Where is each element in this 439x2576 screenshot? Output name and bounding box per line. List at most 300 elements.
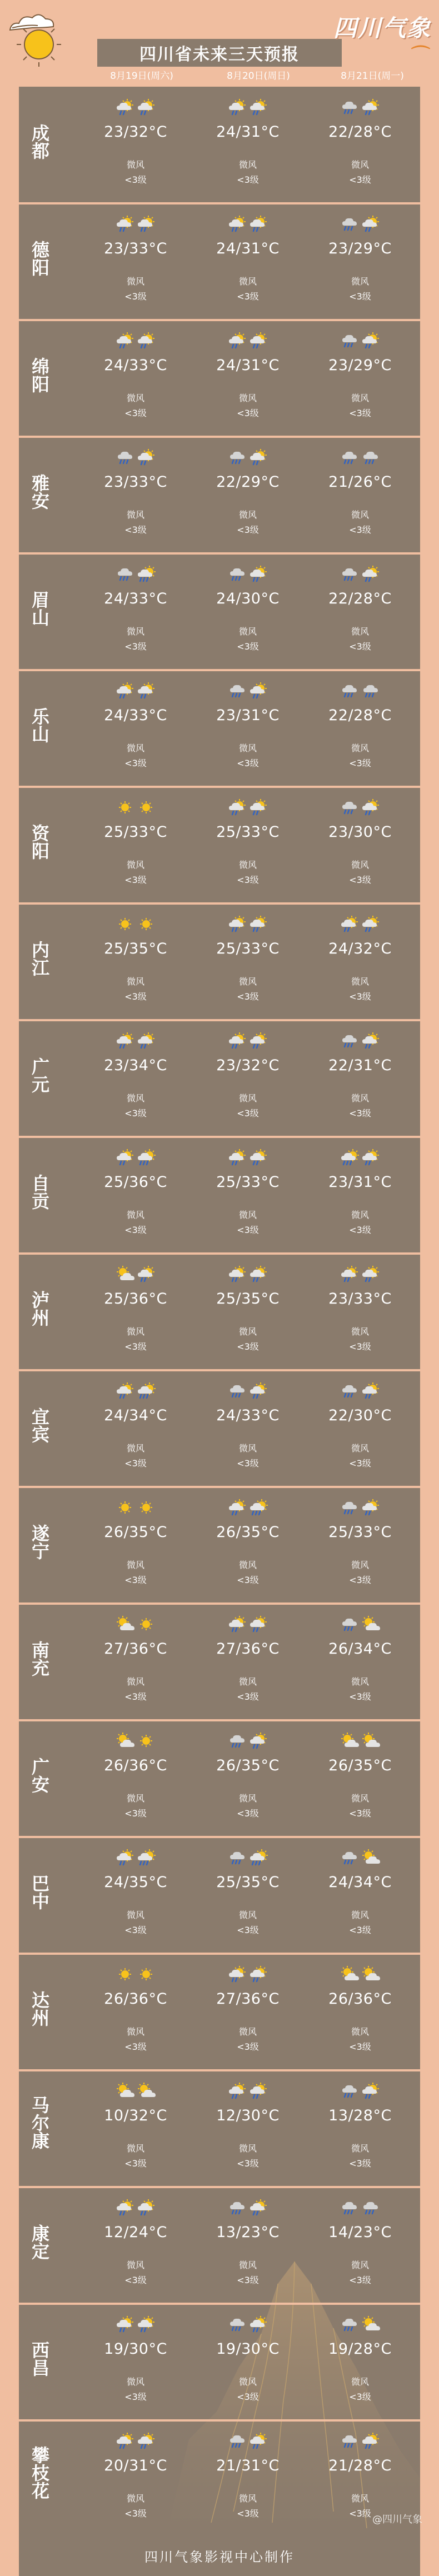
cloud-heavy-rain-icon — [137, 1849, 156, 1866]
wind-level: <3级 — [349, 525, 371, 535]
cloud-rain-icon — [340, 1382, 359, 1399]
weather-icons — [116, 682, 156, 699]
forecast-panel — [19, 87, 420, 2537]
partly-cloudy-icon — [116, 1616, 134, 1633]
cloud-rain-icon — [228, 449, 247, 466]
wind-description: 微风 — [351, 976, 369, 987]
temperature: 26/35°C — [216, 1524, 280, 1541]
cloud-rain-icon — [361, 682, 380, 699]
cloud-heavy-rain-icon — [137, 1149, 156, 1166]
cloud-rain-icon — [340, 566, 359, 582]
day-forecast — [310, 2304, 410, 2422]
weather-icons — [228, 2316, 268, 2333]
partly-cloudy-rain-icon — [361, 216, 380, 232]
day-forecast — [310, 1254, 410, 1371]
date-day-1: 8月19日(周六) — [110, 71, 173, 82]
weather-icons — [228, 1032, 268, 1049]
day-forecast — [198, 2070, 298, 2188]
day-forecast — [86, 1254, 186, 1371]
day-forecast — [86, 2070, 186, 2188]
weather-icons — [228, 682, 268, 699]
weather-icons — [116, 1733, 156, 1749]
wind-level: <3级 — [237, 1575, 259, 1585]
day-forecast — [198, 1604, 298, 1721]
partly-cloudy-rain-icon — [228, 1966, 247, 1983]
weather-icons — [340, 566, 380, 582]
date-day-3: 8月21日(周一) — [341, 71, 404, 82]
day-forecast — [198, 320, 298, 438]
weather-icons — [228, 1499, 268, 1516]
wind-level: <3级 — [124, 641, 147, 652]
weather-icons — [116, 1032, 156, 1049]
day-forecast — [86, 320, 186, 438]
partly-cloudy-rain-icon — [361, 2433, 380, 2449]
partly-cloudy-icon — [361, 1616, 380, 1633]
weather-icons — [116, 1849, 156, 1866]
wind-description: 微风 — [238, 510, 257, 520]
wind-level: <3级 — [349, 291, 371, 302]
day-forecast — [198, 903, 298, 1021]
wind-description: 微风 — [351, 393, 369, 403]
footer-credit: 四川气象影视中心制作 — [144, 2549, 295, 2565]
sunny-icon — [116, 1499, 134, 1516]
wind-description: 微风 — [351, 626, 369, 637]
temperature: 23/32°C — [216, 1057, 280, 1074]
day-forecast — [310, 203, 410, 321]
wind-description: 微风 — [238, 1443, 257, 1454]
wind-description: 微风 — [238, 276, 257, 287]
city-row — [19, 1720, 420, 1838]
cloud-heavy-rain-icon — [137, 1382, 156, 1399]
weather-icons — [228, 449, 268, 466]
sunny-icon — [137, 1499, 156, 1516]
wind-level: <3级 — [237, 525, 259, 535]
wind-description: 微风 — [351, 743, 369, 753]
wind-description: 微风 — [351, 1560, 369, 1570]
weather-icons — [340, 1032, 380, 1049]
partly-cloudy-icon — [340, 1966, 359, 1983]
partly-cloudy-rain-icon — [249, 216, 268, 232]
partly-cloudy-rain-icon — [116, 2433, 134, 2449]
wind-description: 微风 — [126, 2260, 144, 2270]
temperature: 24/32°C — [328, 940, 392, 957]
weather-icons — [228, 332, 268, 349]
wind-description: 微风 — [126, 2026, 144, 2037]
sunny-icon — [116, 916, 134, 932]
wind-level: <3级 — [349, 1225, 371, 1235]
weather-icons — [116, 2433, 156, 2449]
sunny-icon — [116, 799, 134, 816]
cloud-rain-icon — [361, 2199, 380, 2216]
wind-level: <3级 — [349, 2158, 371, 2169]
wind-description: 微风 — [351, 860, 369, 870]
weather-icons — [228, 1733, 268, 1749]
wind-description: 微风 — [238, 1910, 257, 1920]
partly-cloudy-rain-icon — [116, 1382, 134, 1399]
cloud-rain-icon — [228, 2433, 247, 2449]
partly-cloudy-rain-icon — [228, 1616, 247, 1633]
partly-cloudy-rain-icon — [116, 1032, 134, 1049]
temperature: 25/33°C — [328, 1524, 392, 1541]
sunny-icon — [137, 799, 156, 816]
weather-icons — [340, 2199, 380, 2216]
city-name: 马尔康 — [29, 2096, 50, 2149]
cloud-rain-icon — [228, 2199, 247, 2216]
temperature: 22/30°C — [328, 1407, 392, 1424]
city-name: 广安 — [29, 1758, 50, 1793]
wind-description: 微风 — [238, 159, 257, 170]
wind-description: 微风 — [351, 2260, 369, 2270]
wind-level: <3级 — [237, 1925, 259, 1935]
temperature: 25/33°C — [216, 1174, 280, 1191]
weather-icons — [340, 1382, 380, 1399]
partly-cloudy-rain-icon — [137, 1266, 156, 1282]
wind-description: 微风 — [351, 1210, 369, 1220]
temperature: 21/31°C — [216, 2457, 280, 2474]
wind-level: <3级 — [237, 1691, 259, 1702]
city-name: 雅安 — [29, 474, 50, 510]
temperature: 23/33°C — [328, 1290, 392, 1307]
wind-description: 微风 — [351, 2377, 369, 2387]
weather-icons — [116, 2316, 156, 2333]
wind-description: 微风 — [126, 1793, 144, 1804]
partly-cloudy-icon — [361, 2316, 380, 2333]
wind-level: <3级 — [349, 1691, 371, 1702]
city-row — [19, 903, 420, 1021]
wind-description: 微风 — [238, 860, 257, 870]
weather-icons — [116, 1149, 156, 1166]
wind-level: <3级 — [349, 1458, 371, 1469]
weather-icons — [340, 449, 380, 466]
day-forecast — [198, 2187, 298, 2305]
partly-cloudy-icon — [361, 1966, 380, 1983]
cloud-rain-icon — [228, 682, 247, 699]
partly-cloudy-rain-icon — [137, 2316, 156, 2333]
temperature: 26/35°C — [328, 1757, 392, 1774]
partly-cloudy-rain-icon — [361, 2083, 380, 2099]
city-row — [19, 320, 420, 438]
wind-level: <3级 — [124, 174, 147, 185]
weather-icons — [228, 799, 268, 816]
temperature: 27/36°C — [216, 1990, 280, 2008]
city-row — [19, 437, 420, 555]
wind-description: 微风 — [126, 1210, 144, 1220]
temperature: 23/29°C — [328, 357, 392, 374]
temperature: 21/28°C — [328, 2457, 392, 2474]
wind-level: <3级 — [237, 2392, 259, 2402]
partly-cloudy-rain-icon — [228, 1266, 247, 1282]
wind-level: <3级 — [237, 2508, 259, 2519]
partly-cloudy-rain-icon — [249, 1149, 268, 1166]
partly-cloudy-rain-icon — [137, 682, 156, 699]
partly-cloudy-rain-icon — [249, 2083, 268, 2099]
temperature: 24/34°C — [328, 1874, 392, 1891]
weather-icons — [116, 449, 156, 466]
day-forecast — [86, 1954, 186, 2071]
day-forecast — [86, 670, 186, 788]
partly-cloudy-rain-icon — [116, 216, 134, 232]
day-forecast — [86, 1487, 186, 1605]
wind-description: 微风 — [238, 1676, 257, 1687]
wind-description: 微风 — [351, 1676, 369, 1687]
partly-cloudy-rain-icon — [361, 1149, 380, 1166]
day-forecast — [86, 553, 186, 671]
temperature: 25/33°C — [104, 823, 167, 841]
temperature: 21/26°C — [328, 473, 392, 491]
day-forecast — [310, 787, 410, 905]
wind-level: <3级 — [349, 1925, 371, 1935]
weather-icons — [228, 2199, 268, 2216]
day-forecast — [86, 787, 186, 905]
weather-icons — [116, 216, 156, 232]
partly-cloudy-rain-icon — [361, 332, 380, 349]
city-name: 自贡 — [29, 1174, 50, 1210]
partly-cloudy-rain-icon — [249, 682, 268, 699]
temperature: 26/35°C — [216, 1757, 280, 1774]
wind-description: 微风 — [126, 393, 144, 403]
wind-level: <3级 — [349, 2508, 371, 2519]
day-forecast — [198, 87, 298, 204]
partly-cloudy-rain-icon — [249, 2199, 268, 2216]
city-name: 遂宁 — [29, 1524, 50, 1560]
wind-level: <3级 — [124, 2041, 147, 2052]
city-row — [19, 1837, 420, 1955]
temperature: 12/30°C — [216, 2107, 280, 2124]
cloud-rain-icon — [340, 1616, 359, 1633]
wind-level: <3级 — [349, 875, 371, 885]
weather-icons — [340, 332, 380, 349]
brand-logo: 四川气象 — [333, 14, 432, 42]
day-forecast — [198, 553, 298, 671]
day-forecast — [198, 1954, 298, 2071]
temperature: 14/23°C — [328, 2224, 392, 2241]
wind-level: <3级 — [349, 1575, 371, 1585]
wind-description: 微风 — [238, 1560, 257, 1570]
wind-level: <3级 — [124, 408, 147, 418]
wind-level: <3级 — [237, 1808, 259, 1819]
temperature: 25/35°C — [216, 1290, 280, 1307]
cloud-rain-icon — [340, 799, 359, 816]
temperature: 26/36°C — [104, 1757, 167, 1774]
cloud-rain-icon — [340, 1499, 359, 1516]
partly-cloudy-rain-icon — [228, 1499, 247, 1516]
city-name: 攀枝花 — [29, 2446, 50, 2499]
partly-cloudy-rain-icon — [137, 99, 156, 116]
temperature: 23/34°C — [104, 1057, 167, 1074]
temperature: 20/31°C — [104, 2457, 167, 2474]
weather-icons — [116, 2199, 156, 2216]
wind-level: <3级 — [349, 2275, 371, 2285]
temperature: 25/35°C — [104, 940, 167, 957]
city-row — [19, 1020, 420, 1138]
day-forecast — [198, 1137, 298, 1255]
wind-level: <3级 — [124, 1341, 147, 1352]
partly-cloudy-rain-icon — [228, 799, 247, 816]
partly-cloudy-rain-icon — [137, 2433, 156, 2449]
partly-cloudy-rain-icon — [249, 1733, 268, 1749]
wind-description: 微风 — [351, 2493, 369, 2504]
day-forecast — [86, 2187, 186, 2305]
wind-description: 微风 — [238, 976, 257, 987]
city-name: 资阳 — [29, 824, 50, 860]
wind-description: 微风 — [238, 626, 257, 637]
partly-cloudy-rain-icon — [249, 1966, 268, 1983]
city-row — [19, 1370, 420, 1488]
wind-level: <3级 — [237, 2158, 259, 2169]
partly-cloudy-icon — [340, 1733, 359, 1749]
day-forecast — [198, 1020, 298, 1138]
wind-level: <3级 — [124, 991, 147, 1002]
wind-level: <3级 — [124, 1575, 147, 1585]
cloud-rain-icon — [340, 449, 359, 466]
wind-description: 微风 — [126, 1443, 144, 1454]
day-forecast — [310, 1487, 410, 1605]
city-name: 绵阳 — [29, 357, 50, 393]
city-name: 泸州 — [29, 1291, 50, 1326]
wind-level: <3级 — [237, 2275, 259, 2285]
temperature: 24/33°C — [104, 357, 167, 374]
brand-swirl-icon: ⌒ — [411, 44, 430, 67]
wind-description: 微风 — [126, 276, 144, 287]
wind-level: <3级 — [237, 174, 259, 185]
city-name: 眉山 — [29, 591, 50, 626]
wind-description: 微风 — [351, 2026, 369, 2037]
partly-cloudy-rain-icon — [116, 332, 134, 349]
sunny-icon — [116, 1966, 134, 1983]
cloud-rain-icon — [340, 2083, 359, 2099]
partly-cloudy-rain-icon — [361, 1499, 380, 1516]
wind-level: <3级 — [124, 291, 147, 302]
city-name: 康定 — [29, 2224, 50, 2260]
partly-cloudy-rain-icon — [340, 916, 359, 932]
weather-icons — [340, 1966, 380, 1983]
wind-level: <3级 — [349, 174, 371, 185]
wind-level: <3级 — [349, 2041, 371, 2052]
temperature: 25/36°C — [104, 1174, 167, 1191]
weather-icons — [116, 1499, 156, 1516]
partly-cloudy-rain-icon — [361, 1032, 380, 1049]
cloud-rain-icon — [340, 1032, 359, 1049]
partly-cloudy-icon — [137, 2083, 156, 2099]
wind-description: 微风 — [126, 1093, 144, 1104]
wind-description: 微风 — [126, 1326, 144, 1337]
partly-cloudy-icon — [116, 1266, 134, 1282]
temperature: 26/36°C — [104, 1990, 167, 2008]
partly-cloudy-rain-icon — [249, 566, 268, 582]
weather-icons — [228, 2083, 268, 2099]
wind-level: <3级 — [349, 1341, 371, 1352]
weather-icons — [228, 1849, 268, 1866]
cloud-rain-icon — [340, 2199, 359, 2216]
city-row — [19, 2070, 420, 2188]
date-day-2: 8月20日(周日) — [227, 71, 290, 82]
weather-icons — [116, 1966, 156, 1983]
day-forecast — [86, 203, 186, 321]
partly-cloudy-rain-icon — [249, 1266, 268, 1282]
temperature: 25/33°C — [216, 823, 280, 841]
day-forecast — [86, 1370, 186, 1488]
weather-icons — [228, 216, 268, 232]
weather-icons — [228, 1966, 268, 1983]
partly-cloudy-rain-icon — [361, 799, 380, 816]
day-forecast — [86, 903, 186, 1021]
weather-icons — [116, 99, 156, 116]
wind-level: <3级 — [237, 875, 259, 885]
city-row — [19, 1487, 420, 1605]
day-forecast — [310, 2187, 410, 2305]
wind-level: <3级 — [124, 1691, 147, 1702]
day-forecast — [86, 2420, 186, 2538]
wind-level: <3级 — [237, 1108, 259, 1119]
day-forecast — [310, 1954, 410, 2071]
wind-level: <3级 — [124, 875, 147, 885]
temperature: 13/28°C — [328, 2107, 392, 2124]
wind-description: 微风 — [238, 1210, 257, 1220]
partly-cloudy-rain-icon — [116, 1849, 134, 1866]
day-forecast — [86, 1137, 186, 1255]
day-forecast — [310, 670, 410, 788]
wind-level: <3级 — [349, 1108, 371, 1119]
day-forecast — [198, 2420, 298, 2538]
temperature: 24/31°C — [216, 357, 280, 374]
partly-cloudy-rain-icon — [116, 2199, 134, 2216]
weather-icons — [228, 566, 268, 582]
city-name: 南充 — [29, 1641, 50, 1676]
footer — [19, 2537, 420, 2576]
wind-level: <3级 — [237, 758, 259, 768]
wind-description: 微风 — [238, 2377, 257, 2387]
partly-cloudy-rain-icon — [228, 99, 247, 116]
partly-cloudy-rain-icon — [116, 682, 134, 699]
wind-description: 微风 — [238, 393, 257, 403]
temperature: 19/30°C — [216, 2340, 280, 2358]
weather-icons — [116, 332, 156, 349]
day-forecast — [86, 437, 186, 555]
day-forecast — [198, 787, 298, 905]
weather-icons — [116, 799, 156, 816]
cloud-rain-icon — [116, 449, 134, 466]
temperature: 27/36°C — [216, 1640, 280, 1658]
partly-cloudy-icon — [116, 2083, 134, 2099]
temperature: 24/33°C — [104, 590, 167, 607]
temperature: 22/28°C — [328, 590, 392, 607]
wind-description: 微风 — [238, 743, 257, 753]
wind-level: <3级 — [237, 2041, 259, 2052]
day-forecast — [198, 203, 298, 321]
wind-level: <3级 — [124, 1225, 147, 1235]
temperature: 22/28°C — [328, 123, 392, 141]
day-forecast — [310, 2070, 410, 2188]
wind-level: <3级 — [124, 758, 147, 768]
wind-level: <3级 — [124, 525, 147, 535]
wind-description: 微风 — [238, 1093, 257, 1104]
sunny-icon — [137, 1966, 156, 1983]
wind-description: 微风 — [126, 159, 144, 170]
city-row — [19, 1604, 420, 1721]
wind-description: 微风 — [126, 2143, 144, 2154]
day-forecast — [198, 2304, 298, 2422]
cloud-rain-icon — [340, 216, 359, 232]
sunny-icon — [137, 1733, 156, 1749]
partly-cloudy-rain-icon — [249, 99, 268, 116]
wind-description: 微风 — [351, 1793, 369, 1804]
partly-cloudy-rain-icon — [228, 2083, 247, 2099]
wind-description: 微风 — [351, 1443, 369, 1454]
sun-cloud-logo-icon — [4, 6, 88, 72]
wind-description: 微风 — [238, 2493, 257, 2504]
wind-level: <3级 — [124, 2275, 147, 2285]
partly-cloudy-rain-icon — [116, 1149, 134, 1166]
